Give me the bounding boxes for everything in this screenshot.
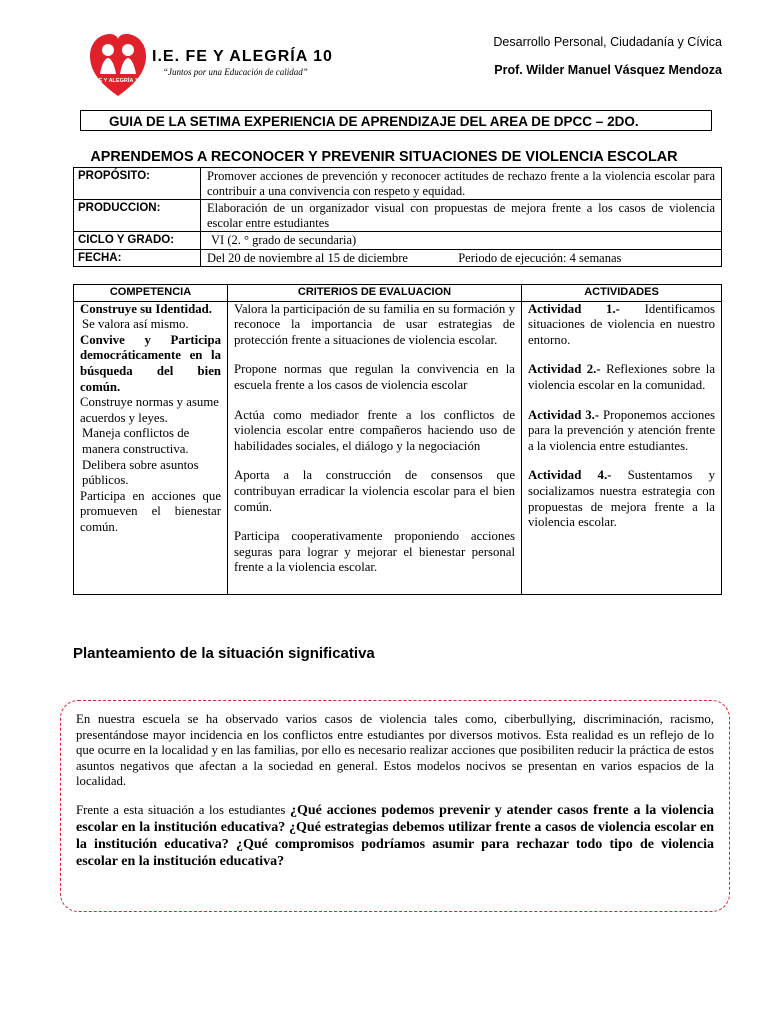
competencia-cell bbox=[74, 301, 228, 594]
info-row-proposito bbox=[74, 168, 722, 200]
proposito-label: PROPÓSITO: bbox=[74, 168, 201, 200]
header-competencia: COMPETENCIA bbox=[74, 285, 228, 302]
actividad-text: Reflexiones sobre la violencia escolar en la comunidad. bbox=[528, 362, 715, 392]
actividad-text: Identificamos situaciones de violencia en nuestro entorno. bbox=[528, 301, 716, 347]
criterio-item: Propone normas que regulan la convivencia en la escuela frente a los casos de violencia escolar bbox=[234, 362, 515, 392]
actividades-cell bbox=[522, 301, 722, 594]
info-row-fecha bbox=[74, 249, 722, 267]
table-row bbox=[74, 301, 722, 594]
competencia-1-title: Construye su Identidad. bbox=[80, 301, 212, 316]
actividad-label: Actividad 2.- bbox=[528, 362, 601, 377]
competencia-2-capacidad: Construye normas y asume acuerdos y leyes. bbox=[80, 395, 219, 425]
school-motto: “Juntos por una Educación de calidad” bbox=[163, 67, 308, 77]
ciclo-value: VI (2. ° grado de secundaria) bbox=[211, 233, 357, 247]
produccion-value: Elaboración de un organizador visual con propuestas de mejora frente a los casos de violencia escolar entre estudiantes bbox=[201, 200, 722, 232]
actividad-item bbox=[528, 362, 715, 393]
criterio-item: Actúa como mediador frente a los conflictos de violencia escolar entre compañeros haciendo uso de habilidades sociales, el diálogo y la negociación bbox=[234, 407, 515, 453]
question-intro: Frente a esta situación a los estudiantes bbox=[76, 803, 286, 817]
competencia-1-capacidad: Se valora así mismo. bbox=[82, 317, 189, 332]
criterio-item: Aporta a la construcción de consensos que contribuyan erradicar la violencia escolar para el bien común. bbox=[234, 468, 515, 514]
info-row-ciclo bbox=[74, 232, 722, 250]
produccion-label: PRODUCCION: bbox=[74, 200, 201, 232]
situation-questions bbox=[76, 802, 714, 870]
competencia-2-capacidad: Maneja conflictos de manera constructiva. bbox=[82, 426, 190, 456]
info-table bbox=[73, 167, 722, 267]
actividad-label: Actividad 1.- bbox=[528, 301, 620, 316]
guide-title: GUIA DE LA SETIMA EXPERIENCIA DE APRENDIZAJE DEL AREA DE DPCC – 2DO. bbox=[80, 110, 712, 131]
ciclo-cell bbox=[201, 232, 722, 250]
periodo-value: Periodo de ejecución: 4 semanas bbox=[458, 250, 622, 265]
teacher-name: Prof. Wilder Manuel Vásquez Mendoza bbox=[494, 63, 722, 77]
fecha-label: FECHA: bbox=[74, 249, 201, 267]
logo-text: FE Y ALEGRÍA 10 bbox=[95, 78, 141, 84]
competencias-table bbox=[73, 284, 722, 595]
situation-heading: Planteamiento de la situación significativa bbox=[73, 645, 375, 662]
actividad-label: Actividad 4.- bbox=[528, 468, 612, 483]
fecha-value: Del 20 de noviembre al 15 de diciembre bbox=[207, 250, 408, 265]
actividad-item bbox=[528, 302, 715, 349]
info-row-produccion bbox=[74, 200, 722, 232]
ciclo-label: CICLO Y GRADO: bbox=[74, 232, 201, 250]
criterio-item: Participa cooperativamente proponiendo acciones seguras para lograr y mejorar el bienestar personal frente a la violencia escolar. bbox=[234, 529, 515, 575]
situation-paragraph: En nuestra escuela se ha observado varios casos de violencia tales como, ciberbullying, discriminación, racismo, presentándose mayor incidencia en los conflictos entre estudiantes por diversos motivos. Esta realidad es un reflejo de lo que ocurre en la localidad y en las familias, por ello es necesario realizar acciones que posibiliten reducir la práctica de estos asuntos negativos que afectan a la sociedad en general. Estos modelos nocivos se presentan en varios espacios de la localidad. bbox=[76, 712, 714, 788]
header-criterios: CRITERIOS DE EVALUACION bbox=[228, 285, 522, 302]
main-title: APRENDEMOS A RECONOCER Y PREVENIR SITUACIONES DE VIOLENCIA ESCOLAR bbox=[90, 149, 678, 165]
criterio-item: Valora la participación de su familia en su formación y reconoce la importancia de usar estrategias de protección frente a situaciones de violencia escolar. bbox=[234, 301, 515, 347]
header-actividades: ACTIVIDADES bbox=[522, 285, 722, 302]
criterios-cell bbox=[228, 301, 522, 594]
actividad-item bbox=[528, 468, 715, 530]
competencia-2-title: Convive y Participa democráticamente en la búsqueda del bien común. bbox=[80, 332, 221, 394]
fecha-cell bbox=[201, 249, 722, 267]
competencia-2-capacidad: Participa en acciones que promueven el bienestar común. bbox=[80, 488, 221, 534]
course-name: Desarrollo Personal, Ciudadanía y Cívica bbox=[493, 35, 722, 49]
questions-text: ¿Qué acciones podemos prevenir y atender casos frente a la violencia escolar en la institución educativa? ¿Qué estrategias debemos utilizar frente a casos de violencia escolar en la institución educativa? ¿Qué compromisos podríamos asumir para rechazar todo tipo de violencia escolar en la institución educativa? bbox=[76, 803, 715, 869]
proposito-value: Promover acciones de prevención y reconocer actitudes de rechazo frente a la violencia escolar para contribuir a una convivencia con respeto y equidad. bbox=[201, 168, 722, 200]
competencia-2-capacidad: Delibera sobre asuntos públicos. bbox=[82, 457, 199, 488]
actividad-text: Proponemos acciones para la prevención y atención frente a la violencia entre estudiantes. bbox=[528, 407, 715, 453]
actividad-text: Sustentamos y socializamos nuestra estrategia con propuestas de mejora frente a la violencia escolar. bbox=[528, 468, 716, 530]
school-logo-icon bbox=[86, 30, 150, 100]
school-name: I.E. FE Y ALEGRÍA 10 bbox=[152, 48, 333, 65]
actividad-label: Actividad 3.- bbox=[528, 407, 600, 422]
table-header-row bbox=[74, 285, 722, 302]
actividad-item bbox=[528, 408, 715, 455]
